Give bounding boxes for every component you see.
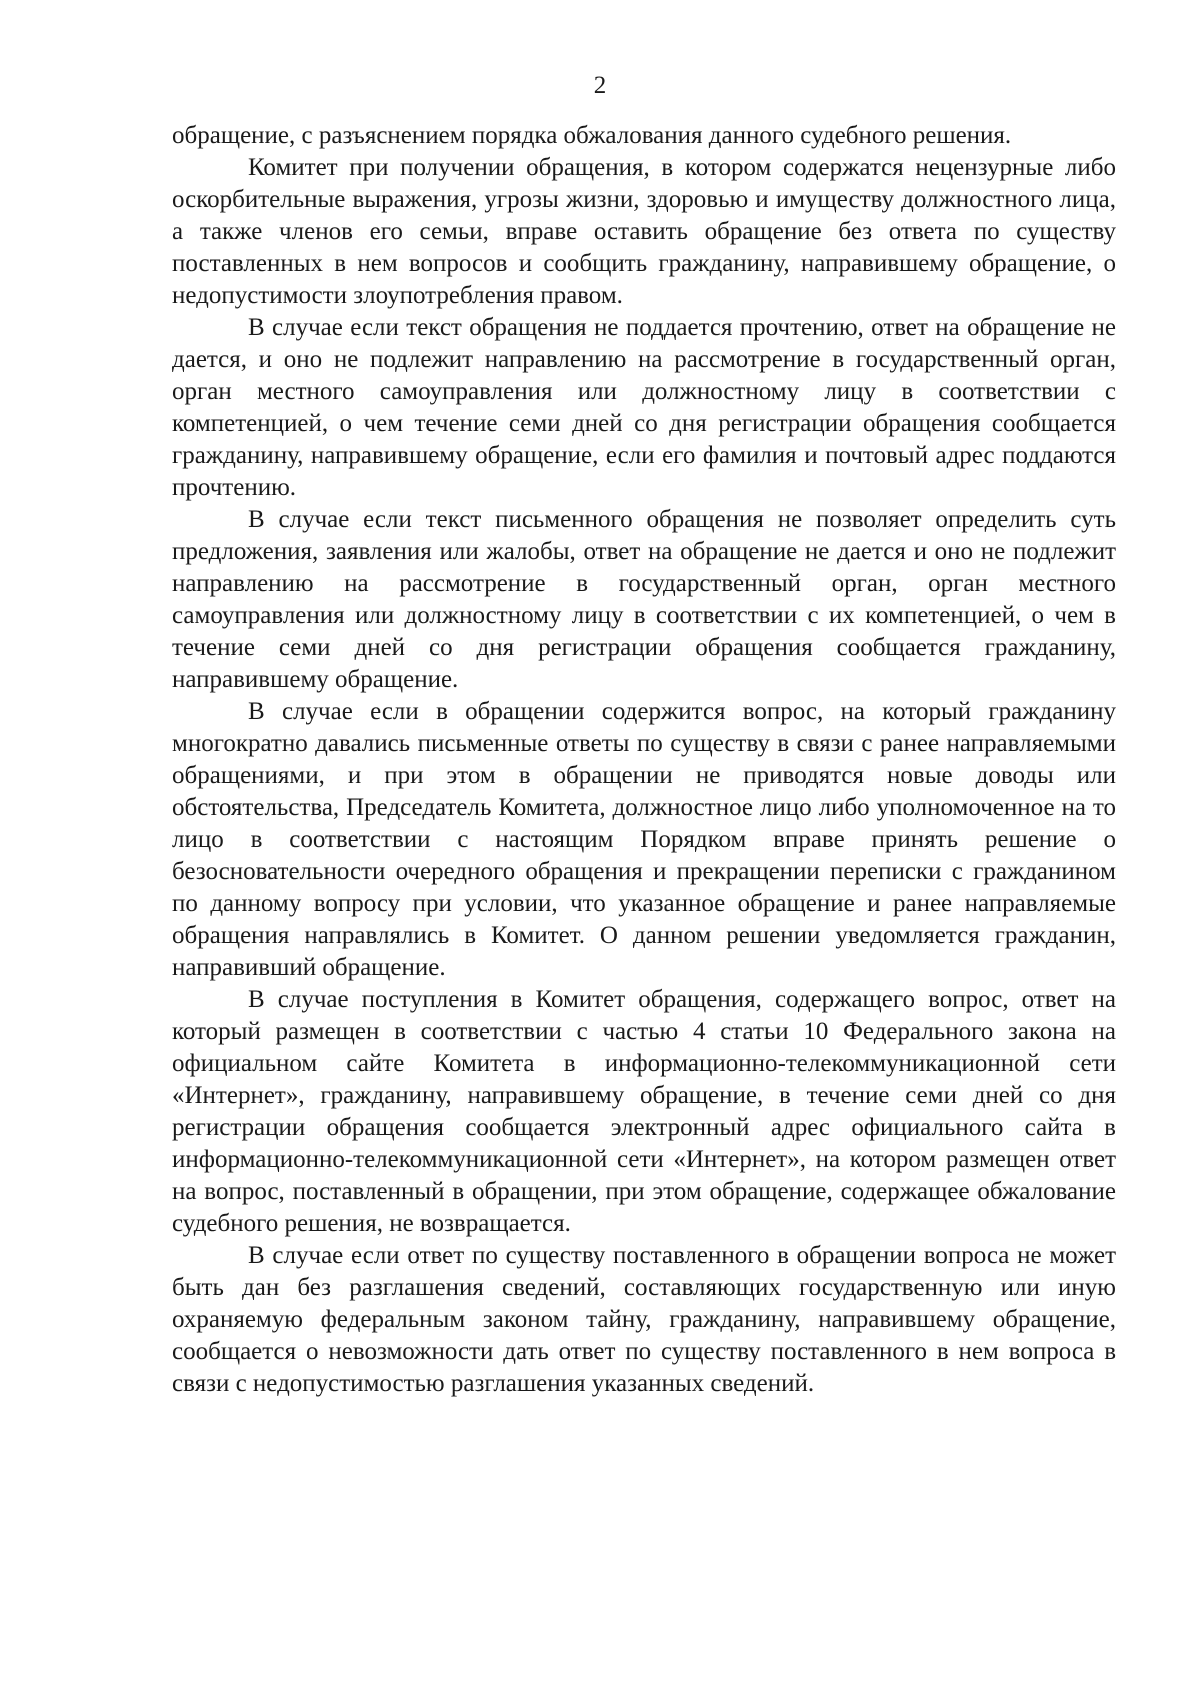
paragraph: обращение, с разъяснением порядка обжалования данного судебного решения. — [172, 122, 1012, 149]
document-body — [172, 120, 1116, 1400]
paragraph: Комитет при получении обращения, в котором содержатся нецензурные либо оскорбительные выражения, угрозы жизни, здоровью и имуществу должностного лица, а также членов его семьи, вправе оставить обращение без ответа по существу поставленных в нем вопросов и сообщить гражданину, направившему обращение, о недопустимости злоупотребления правом. — [172, 154, 1116, 309]
paragraph: В случае поступления в Комитет обращения, содержащего вопрос, ответ на который размещен в соответствии с частью 4 статьи 10 Федерального закона на официальном сайте Комитета в информационно-телекоммуникационной сети «Интернет», гражданину, направившему обращение, в течение семи дней со дня регистрации обращения сообщается электронный адрес официального сайта в информационно-телекоммуникационной сети «Интернет», на котором размещен ответ на вопрос, поставленный в обращении, при этом обращение, содержащее обжалование судебного решения, не возвращается. — [172, 986, 1116, 1237]
paragraph: В случае если текст обращения не поддается прочтению, ответ на обращение не дается, и оно не подлежит направлению на рассмотрение в государственный орган, орган местного самоуправления или должностному лицу в соответствии с компетенцией, о чем течение семи дней со дня регистрации обращения сообщается гражданину, направившему обращение, если его фамилия и почтовый адрес поддаются прочтению. — [172, 314, 1116, 501]
paragraph: В случае если ответ по существу поставленного в обращении вопроса не может быть дан без разглашения сведений, составляющих государственную или иную охраняемую федеральным законом тайну, гражданину, направившему обращение, сообщается о невозможности дать ответ по существу поставленного в нем вопроса в связи с недопустимостью разглашения указанных сведений. — [172, 1242, 1116, 1397]
page-number: 2 — [593, 72, 607, 99]
paragraph: В случае если текст письменного обращения не позволяет определить суть предложения, заявления или жалобы, ответ на обращение не дается и оно не подлежит направлению на рассмотрение в государственный орган, орган местного самоуправления или должностному лицу в соответствии с их компетенцией, о чем в течение семи дней со дня регистрации обращения сообщается гражданину, направившему обращение. — [172, 506, 1116, 693]
paragraph: В случае если в обращении содержится вопрос, на который гражданину многократно давались письменные ответы по существу в связи с ранее направляемыми обращениями, и при этом в обращении не приводятся новые доводы или обстоятельства, Председатель Комитета, должностное лицо либо уполномоченное на то лицо в соответствии с настоящим Порядком вправе принять решение о безосновательности очередного обращения и прекращении переписки с гражданином по данному вопросу при условии, что указанное обращение и ранее направляемые обращения направлялись в Комитет. О данном решении уведомляется гражданин, направивший обращение. — [172, 698, 1116, 981]
